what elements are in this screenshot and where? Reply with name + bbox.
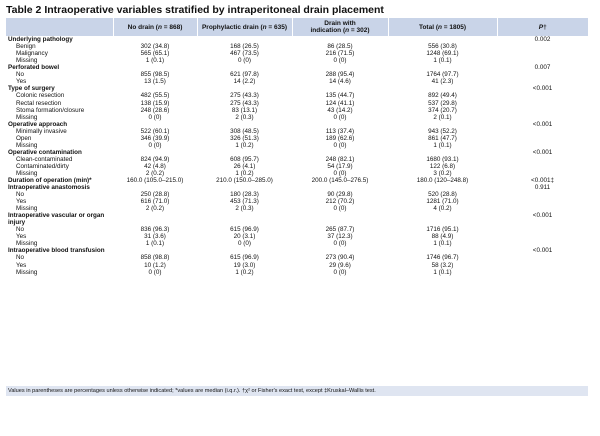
- cell-p-value: [497, 254, 588, 261]
- cell-value: 374 (20.7): [428, 106, 457, 114]
- cell-p-value: [497, 198, 588, 205]
- cell-p-value: 0.002: [534, 36, 551, 44]
- cell-value: [113, 247, 197, 254]
- table-row: [6, 205, 588, 212]
- cell-value: 855 (98.5): [140, 71, 170, 79]
- cell-p-value: [497, 78, 588, 85]
- cell-value: [388, 212, 497, 226]
- row-label: Missing: [16, 113, 38, 121]
- row-label: Rectal resection: [16, 99, 62, 107]
- table-row: [6, 177, 588, 184]
- cell-value: 861 (47.7): [428, 134, 457, 142]
- cell-value: 13 (1.5): [144, 78, 166, 86]
- cell-value: [292, 64, 388, 71]
- cell-value: 160.0 (105.0–215.0): [126, 177, 184, 185]
- header-cell-total: Total (n = 1805): [388, 18, 497, 36]
- cell-value: 2 (0.3): [235, 113, 254, 121]
- cell-p-value: [497, 107, 588, 114]
- row-label: Clean-contaminated: [16, 155, 73, 163]
- cell-value: 0 (0): [238, 57, 251, 65]
- cell-value: 14 (2.2): [233, 78, 256, 86]
- table-row: [6, 121, 588, 128]
- table-row: [6, 247, 588, 254]
- cell-value: 326 (51.3): [230, 134, 259, 142]
- header-cell-p: P†: [497, 18, 588, 36]
- cell-value: 0 (0): [333, 169, 347, 177]
- cell-value: 265 (87.7): [325, 226, 355, 234]
- cell-value: 1 (0.2): [235, 268, 254, 276]
- cell-value: [292, 85, 388, 92]
- table-row: [6, 92, 588, 99]
- cell-value: 86 (28.5): [327, 43, 353, 51]
- row-label: No: [16, 191, 25, 199]
- cell-value: [197, 212, 292, 226]
- cell-value: 1716 (95.1): [426, 226, 459, 234]
- cell-p-value: [497, 156, 588, 163]
- table-row: [6, 135, 588, 142]
- cell-p-value: [497, 100, 588, 107]
- row-label: Underlying pathology: [8, 36, 73, 44]
- cell-value: 180.0 (120–248.8): [416, 177, 469, 185]
- row-label: Missing: [16, 169, 38, 177]
- cell-value: 0 (0): [333, 205, 347, 213]
- row-label: Yes: [16, 198, 27, 206]
- cell-value: 1281 (71.0): [426, 198, 459, 206]
- cell-value: 0 (0): [148, 141, 162, 149]
- cell-value: [388, 247, 497, 254]
- header-row: [6, 18, 588, 36]
- cell-value: 1 (0.1): [433, 57, 452, 65]
- cell-value: 288 (95.4): [325, 71, 355, 79]
- cell-p-value: <0.001: [532, 148, 553, 156]
- table-row: [6, 100, 588, 107]
- table-row: [6, 71, 588, 78]
- row-label: Missing: [16, 268, 38, 276]
- table-row: [6, 254, 588, 261]
- cell-value: 248 (82.1): [325, 155, 355, 163]
- cell-value: [113, 36, 197, 43]
- cell-value: 943 (52.2): [428, 127, 457, 135]
- row-label: Malignancy: [16, 50, 48, 58]
- cell-value: 0 (0): [333, 268, 347, 276]
- table-row: [6, 36, 588, 43]
- row-label: Missing: [16, 57, 38, 65]
- cell-p-value: [497, 226, 588, 233]
- table-row: [6, 226, 588, 233]
- cell-value: [292, 184, 388, 191]
- cell-p-value: [497, 191, 588, 198]
- cell-p-value: 0.007: [534, 64, 551, 72]
- cell-value: 0 (0): [148, 113, 162, 121]
- row-label: No: [16, 71, 25, 79]
- cell-value: 189 (62.6): [325, 134, 355, 142]
- table-row: [6, 43, 588, 50]
- cell-value: 0 (0): [148, 268, 162, 276]
- cell-value: [113, 149, 197, 156]
- cell-value: 1680 (93.1): [426, 155, 459, 163]
- cell-value: 1 (0.1): [145, 57, 165, 65]
- row-label: Stoma formation/closure: [16, 106, 85, 114]
- header-cell-label: [6, 18, 113, 36]
- cell-p-value: <0.001: [532, 85, 553, 93]
- cell-value: 616 (71.0): [140, 198, 170, 206]
- cell-value: 621 (97.8): [230, 71, 259, 79]
- cell-p-value: [497, 43, 588, 50]
- cell-p-value: [497, 233, 588, 240]
- cell-value: [388, 64, 497, 71]
- row-label: No: [16, 226, 25, 234]
- row-label: Open: [16, 134, 32, 142]
- table-row: [6, 170, 588, 177]
- cell-value: 113 (37.4): [325, 127, 355, 135]
- table-row: [6, 64, 588, 71]
- cell-value: 892 (49.4): [428, 92, 457, 100]
- cell-p-value: [497, 205, 588, 212]
- cell-p-value: [497, 128, 588, 135]
- cell-value: 453 (71.3): [230, 198, 259, 206]
- cell-value: 275 (43.3): [230, 99, 259, 107]
- table-row: [6, 240, 588, 247]
- cell-value: 1 (0.1): [433, 240, 452, 248]
- cell-value: 467 (73.5): [230, 50, 259, 58]
- table-row: [6, 156, 588, 163]
- row-label: No: [16, 254, 25, 262]
- cell-value: 537 (29.8): [428, 99, 457, 107]
- cell-value: 29 (9.6): [329, 261, 351, 269]
- cell-value: 0 (0): [333, 141, 347, 149]
- cell-value: [113, 85, 197, 92]
- cell-value: 565 (65.1): [140, 50, 170, 58]
- cell-value: 90 (29.8): [327, 191, 353, 199]
- cell-value: 1248 (69.1): [426, 50, 459, 58]
- cell-value: 308 (48.5): [230, 127, 259, 135]
- row-label: Missing: [16, 141, 38, 149]
- cell-value: 1746 (96.7): [426, 254, 459, 262]
- cell-value: 180 (28.3): [230, 191, 259, 199]
- cell-value: 0 (0): [333, 57, 347, 65]
- cell-value: 0 (0): [333, 240, 347, 248]
- table-title: Table 2 Intraoperative variables stratified by intraperitoneal drain placement: [6, 4, 384, 16]
- cell-value: [113, 64, 197, 71]
- table-row: [6, 107, 588, 114]
- cell-p-value: 0.911: [534, 184, 551, 192]
- cell-value: 482 (55.5): [140, 92, 170, 100]
- data-table: [6, 18, 588, 276]
- cell-value: [113, 212, 197, 226]
- table-row: [6, 142, 588, 149]
- cell-value: 615 (96.9): [230, 226, 259, 234]
- table-row: [6, 57, 588, 64]
- cell-p-value: [497, 163, 588, 170]
- cell-value: 37 (12.3): [327, 233, 353, 241]
- cell-p-value: [497, 114, 588, 121]
- cell-value: 522 (60.1): [140, 127, 170, 135]
- cell-value: [388, 121, 497, 128]
- table-row: [6, 85, 588, 92]
- table-row: [6, 50, 588, 57]
- cell-value: [197, 149, 292, 156]
- table-footnote: Values in parentheses are percentages unless otherwise indicated; *values are median (i.q.r.). †χ² or Fisher's exact test, except ‡Kruskal–Wallis test.: [6, 386, 588, 396]
- cell-value: 1 (0.2): [235, 169, 254, 177]
- cell-value: 1 (0.1): [145, 240, 165, 248]
- row-label: Contaminated/dirty: [16, 162, 69, 170]
- cell-value: [113, 184, 197, 191]
- cell-value: 124 (41.1): [325, 99, 355, 107]
- table-row: [6, 149, 588, 156]
- cell-value: 2 (0.1): [433, 113, 452, 121]
- cell-value: 43 (14.2): [327, 106, 353, 114]
- row-label: Operative contamination: [8, 148, 82, 156]
- cell-value: [292, 149, 388, 156]
- cell-value: 20 (3.1): [233, 233, 256, 241]
- cell-value: [197, 121, 292, 128]
- cell-value: 26 (4.1): [233, 162, 256, 170]
- table-row: [6, 212, 588, 226]
- cell-value: 858 (98.8): [140, 254, 170, 262]
- cell-p-value: <0.001‡: [531, 177, 554, 185]
- cell-value: 2 (0.2): [145, 169, 165, 177]
- cell-value: 0 (0): [333, 113, 347, 121]
- row-label: Yes: [16, 78, 27, 86]
- cell-p-value: [497, 50, 588, 57]
- table-row: [6, 233, 588, 240]
- row-label: Intraoperative blood transfusion: [8, 247, 105, 255]
- cell-p-value: [497, 262, 588, 269]
- cell-value: [388, 149, 497, 156]
- cell-p-value: [497, 92, 588, 99]
- cell-value: 615 (96.9): [230, 254, 259, 262]
- cell-value: [197, 184, 292, 191]
- header-cell-prophylactic: Prophylactic drain (n = 635): [197, 18, 292, 36]
- row-label: Operative approach: [8, 120, 68, 128]
- row-label: Yes: [16, 261, 27, 269]
- row-label: Benign: [16, 43, 36, 51]
- cell-value: 31 (3.6): [144, 233, 166, 241]
- cell-p-value: <0.001: [532, 247, 553, 255]
- cell-value: 210.0 (150.0–285.0): [216, 177, 273, 185]
- cell-value: [292, 36, 388, 43]
- cell-value: 135 (44.7): [325, 92, 355, 100]
- cell-value: [197, 85, 292, 92]
- cell-value: 824 (94.9): [140, 155, 170, 163]
- table-row: [6, 269, 588, 276]
- cell-value: 0 (0): [238, 240, 251, 248]
- table-row: [6, 128, 588, 135]
- cell-value: 19 (3.0): [233, 261, 256, 269]
- cell-p-value: [497, 240, 588, 247]
- cell-p-value: [497, 170, 588, 177]
- cell-value: 4 (0.2): [433, 205, 452, 213]
- cell-value: 346 (39.9): [140, 134, 170, 142]
- cell-value: [197, 64, 292, 71]
- cell-p-value: [497, 269, 588, 276]
- cell-value: [388, 85, 497, 92]
- cell-p-value: <0.001: [532, 120, 553, 128]
- cell-value: [388, 184, 497, 191]
- header-cell-indication: Drain with indication (n = 302): [292, 18, 388, 36]
- cell-value: 10 (1.2): [144, 261, 166, 269]
- table-row: [6, 262, 588, 269]
- row-label: Missing: [16, 205, 38, 213]
- cell-value: 275 (43.3): [230, 92, 259, 100]
- cell-value: 138 (15.9): [140, 99, 170, 107]
- table-row: [6, 163, 588, 170]
- cell-value: 200.0 (145.0–276.5): [311, 177, 369, 185]
- cell-value: 608 (95.7): [230, 155, 259, 163]
- cell-value: 3 (0.2): [433, 169, 452, 177]
- cell-value: 248 (28.6): [140, 106, 170, 114]
- row-label: Colonic resection: [16, 92, 65, 100]
- row-label: Type of surgery: [8, 85, 55, 93]
- table-body: [6, 36, 588, 276]
- cell-p-value: <0.001: [532, 212, 553, 220]
- table-row: [6, 78, 588, 85]
- cell-value: 168 (26.5): [230, 43, 259, 51]
- cell-value: 122 (6.8): [429, 162, 456, 170]
- cell-value: 1 (0.1): [433, 268, 452, 276]
- cell-value: 2 (0.2): [145, 205, 165, 213]
- row-label: Perforated bowel: [8, 64, 60, 72]
- cell-value: 58 (3.2): [431, 261, 454, 269]
- cell-value: 2 (0.3): [235, 205, 254, 213]
- cell-value: 1 (0.1): [433, 141, 452, 149]
- cell-value: 83 (13.1): [231, 106, 258, 114]
- row-label: Minimally invasive: [16, 127, 67, 135]
- cell-value: 1 (0.2): [235, 141, 254, 149]
- cell-value: 41 (2.3): [431, 78, 454, 86]
- cell-value: [113, 121, 197, 128]
- cell-value: [197, 247, 292, 254]
- cell-value: [197, 36, 292, 43]
- row-label: Intraoperative anastomosis: [8, 184, 90, 192]
- cell-p-value: [497, 71, 588, 78]
- row-label: Yes: [16, 233, 27, 241]
- table-row: [6, 191, 588, 198]
- cell-value: 273 (90.4): [325, 254, 355, 262]
- header-cell-no-drain: No drain (n = 868): [113, 18, 197, 36]
- cell-value: 302 (34.8): [140, 43, 170, 51]
- cell-value: 520 (28.8): [428, 191, 457, 199]
- cell-p-value: [497, 57, 588, 64]
- cell-value: [292, 212, 388, 226]
- cell-value: 88 (4.9): [431, 233, 454, 241]
- cell-p-value: [497, 142, 588, 149]
- cell-value: [292, 247, 388, 254]
- row-label: Missing: [16, 240, 38, 248]
- cell-value: 250 (28.8): [140, 191, 170, 199]
- cell-value: 836 (96.3): [140, 226, 170, 234]
- cell-value: 14 (4.6): [329, 78, 351, 86]
- row-label: Intraoperative vascular or organ injury: [8, 212, 105, 227]
- cell-p-value: [497, 135, 588, 142]
- cell-value: [388, 36, 497, 43]
- table-row: [6, 114, 588, 121]
- cell-value: 1764 (97.7): [426, 71, 459, 79]
- cell-value: 54 (17.9): [327, 162, 353, 170]
- cell-value: 212 (70.2): [325, 198, 355, 206]
- table-row: [6, 184, 588, 191]
- row-label: Duration of operation (min)*: [8, 177, 92, 185]
- cell-value: 556 (30.8): [428, 43, 457, 51]
- cell-value: 42 (4.8): [144, 162, 166, 170]
- cell-value: 216 (71.5): [325, 50, 355, 58]
- cell-value: [292, 121, 388, 128]
- table-row: [6, 198, 588, 205]
